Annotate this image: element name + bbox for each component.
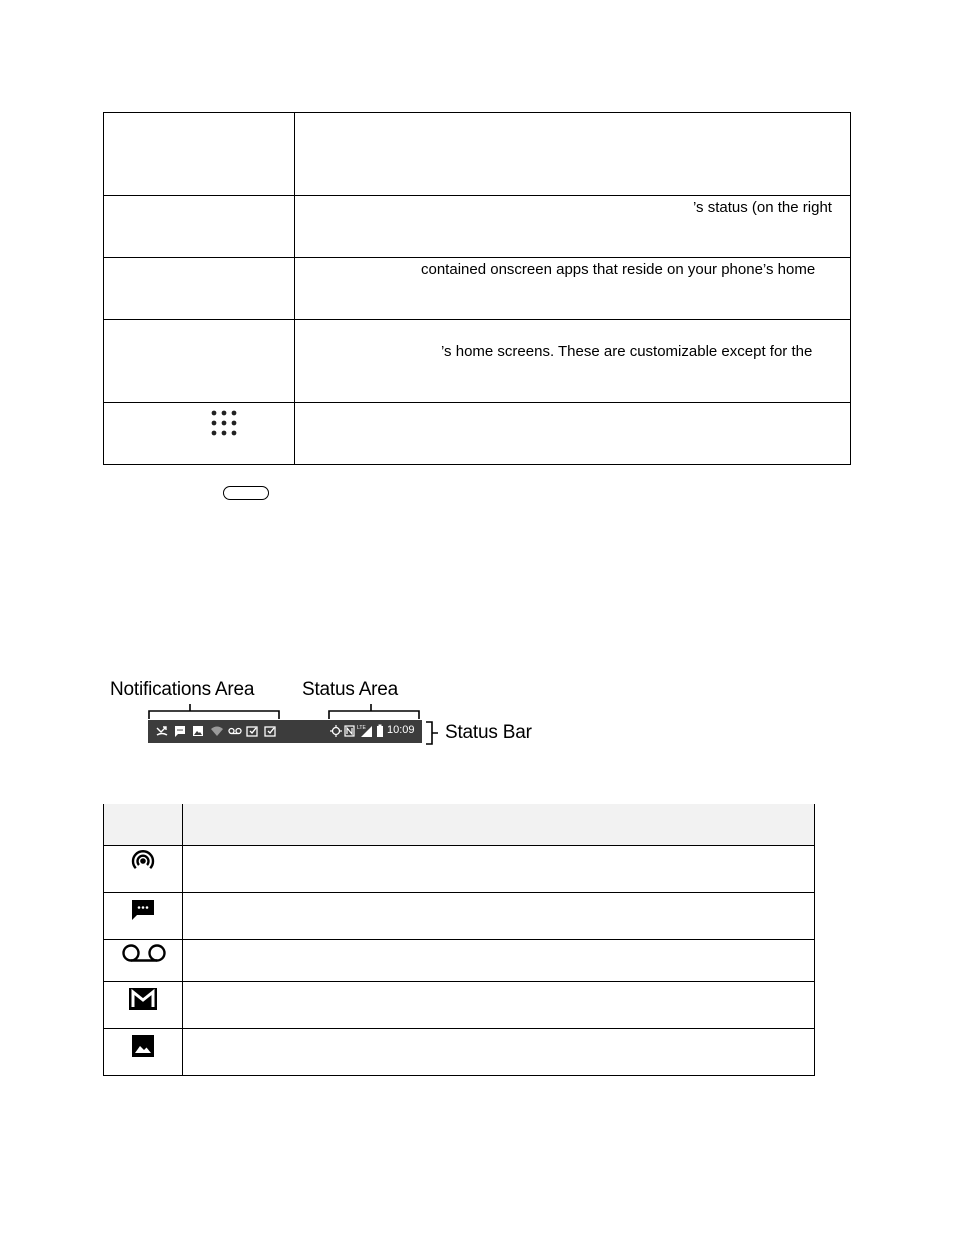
missed-call-icon <box>156 724 168 738</box>
message-icon <box>174 724 186 738</box>
table-row <box>104 1029 815 1076</box>
row-description-text: ’s status (on the right <box>693 199 832 216</box>
table-row <box>104 320 851 403</box>
location-icon <box>330 724 342 738</box>
table-row <box>104 940 815 982</box>
table-cell-term <box>104 113 295 196</box>
table-row <box>104 846 815 893</box>
apps-grid-icon <box>211 410 237 436</box>
table-header-row <box>104 804 815 846</box>
table-cell-term <box>104 320 295 403</box>
description-cell <box>183 940 815 982</box>
status-bar-label: Status Bar <box>445 722 532 743</box>
download-icon <box>246 724 259 738</box>
status-bracket <box>329 704 419 719</box>
table-cell-description <box>295 258 851 320</box>
table-cell-term <box>104 403 295 465</box>
home-button-icon <box>223 486 269 500</box>
icon-cell <box>104 846 183 893</box>
description-cell <box>183 982 815 1029</box>
status-time: 10:09 <box>387 724 415 736</box>
notifications-bracket <box>149 704 279 719</box>
battery-icon <box>376 724 384 738</box>
wifi-icon <box>210 724 224 738</box>
voicemail-icon <box>121 943 167 965</box>
notification-icons-table <box>103 804 815 1076</box>
icon-cell <box>104 982 183 1029</box>
picture-icon <box>192 724 204 738</box>
status-area-label: Status Area <box>302 679 399 700</box>
table-cell-term <box>104 258 295 320</box>
icon-cell <box>104 1029 183 1076</box>
table-cell-description <box>295 113 851 196</box>
nfc-icon <box>344 724 355 738</box>
home-screen-table <box>103 112 851 465</box>
gmail-icon <box>128 986 158 1012</box>
table-row <box>104 403 851 465</box>
table-cell-term <box>104 196 295 258</box>
voicemail-icon <box>228 724 242 738</box>
table-cell-description <box>295 196 851 258</box>
table-row <box>104 893 815 940</box>
download-complete-icon <box>264 724 277 738</box>
icon-cell <box>104 893 183 940</box>
description-cell <box>183 1029 815 1076</box>
picture-icon <box>131 1033 155 1059</box>
description-cell <box>183 846 815 893</box>
table-row <box>104 258 851 320</box>
description-cell <box>183 893 815 940</box>
status-bar-bracket <box>426 722 438 744</box>
row-description-text: contained onscreen apps that reside on your phone’s home <box>421 261 816 278</box>
status-bar <box>148 720 422 743</box>
signal-icon <box>357 724 373 738</box>
table-cell-description <box>295 403 851 465</box>
table-cell-description <box>295 320 851 403</box>
notifications-area-label: Notifications Area <box>110 679 255 700</box>
message-icon <box>130 897 156 923</box>
hotspot-icon <box>130 850 156 876</box>
table-row <box>104 113 851 196</box>
svg-text:LTE: LTE <box>357 725 366 731</box>
header-cell-description <box>183 804 815 846</box>
row-description-text: ’s home screens. These are customizable except for the <box>441 343 813 360</box>
table-row <box>104 982 815 1029</box>
header-cell-icon <box>104 804 183 846</box>
table-row <box>104 196 851 258</box>
icon-cell <box>104 940 183 982</box>
